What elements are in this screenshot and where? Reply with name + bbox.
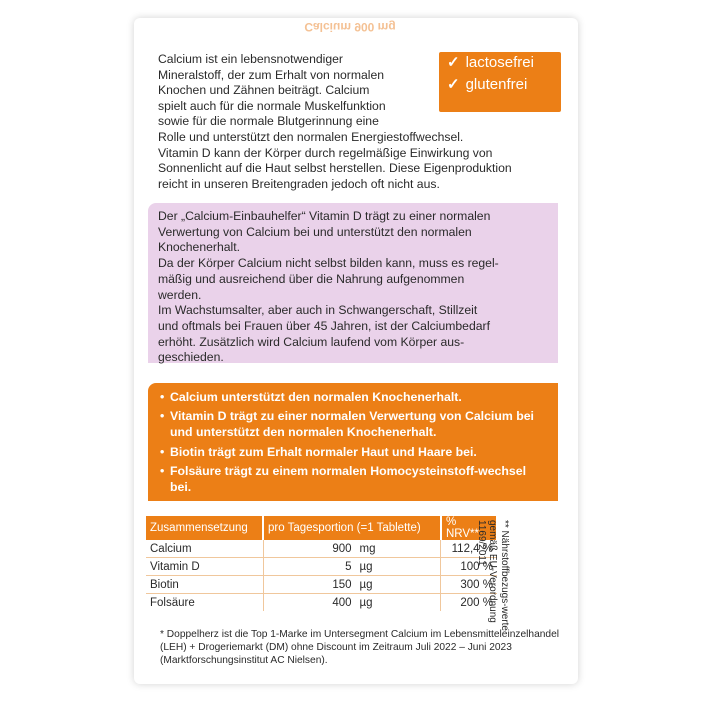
intro-paragraph: Calcium ist ein lebensnotwendiger Mineralstoff, der zum Erhalt von normalen Knochen und Zähnen beiträgt. Calcium spielt auch für die normale Muskelfunktion sowie für die normale Blutgerinnung eine Rolle und unterstützt den normalen Energiestoffwechsel. Vitamin D kann der Körper durch regelmäßige Einwirkung von Sonnenlicht auf die Haut selbst herstellen. Diese Eigenproduktion reicht in unseren Breitengraden jedoch oft nicht aus. — [158, 52, 512, 191]
nutrition-table — [146, 516, 498, 611]
claim-item: • Biotin trägt zum Erhalt normaler Haut und Haare bei. — [160, 444, 550, 460]
table-row: Folsäure 400 µg 200 % — [146, 594, 497, 612]
badge-item-lactose: ✓ lactosefrei — [447, 54, 534, 71]
check-icon: ✓ — [447, 54, 460, 71]
table-row: Vitamin D 5 µg 100 % — [146, 558, 497, 576]
check-icon: ✓ — [447, 76, 460, 93]
badge-item-gluten: ✓ glutenfrei — [447, 76, 528, 93]
nrv-footnote: ** Nährstoffbezugs-werte gemäß EU-Verordnung 1169/2011 — [476, 520, 510, 631]
footnote: * Doppelherz ist die Top 1-Marke im Untersegment Calcium im Lebensmitteleinzelhandel (LEH) + Drogeriemarkt (DM) ohne Discount im Zeitraum Juli 2022 – Juni 2023 (Marktforschungsinstitut AC Nielsen). — [160, 629, 560, 666]
table-header: pro Tagesportion (=1 Tablette) — [263, 516, 441, 540]
table-header: Zusammensetzung — [146, 516, 263, 540]
health-claims-panel — [148, 383, 558, 501]
info-panel-text: Der „Calcium-Einbauhelfer“ Vitamin D trägt zu einer normalen Verwertung von Calcium bei und unterstützt den normalen Knochenerhalt. Da der Körper Calcium nicht selbst bilden kann, muss es regel- mäßig und ausreichend über die Nahrung aufgenommen werden. Im Wachstumsalter, aber auch in Schwangerschaft, Stillzeit und oftmals bei Frauen über 45 Jahren, ist der Calciumbedarf erhöht. Zusätzlich wird Calcium laufend vom Körper aus- geschieden. — [158, 209, 499, 365]
claim-item: • Folsäure trägt zu einem normalen Homocysteinstoff-wechsel bei. — [160, 463, 550, 495]
claims-list — [148, 383, 558, 495]
table-row: Biotin 150 µg 300 % — [146, 576, 497, 594]
top-strip-text: Calcium 900 mg — [304, 20, 396, 34]
table-row: Calcium 900 mg 112,4 % — [146, 540, 497, 558]
claim-item: • Vitamin D trägt zu einer normalen Verwertung von Calcium bei und unterstützt den normalen Knochenerhalt. — [160, 408, 550, 440]
table-header: % NRV** — [441, 516, 497, 540]
claim-item: • Calcium unterstützt den normalen Knochenerhalt. — [160, 389, 550, 405]
